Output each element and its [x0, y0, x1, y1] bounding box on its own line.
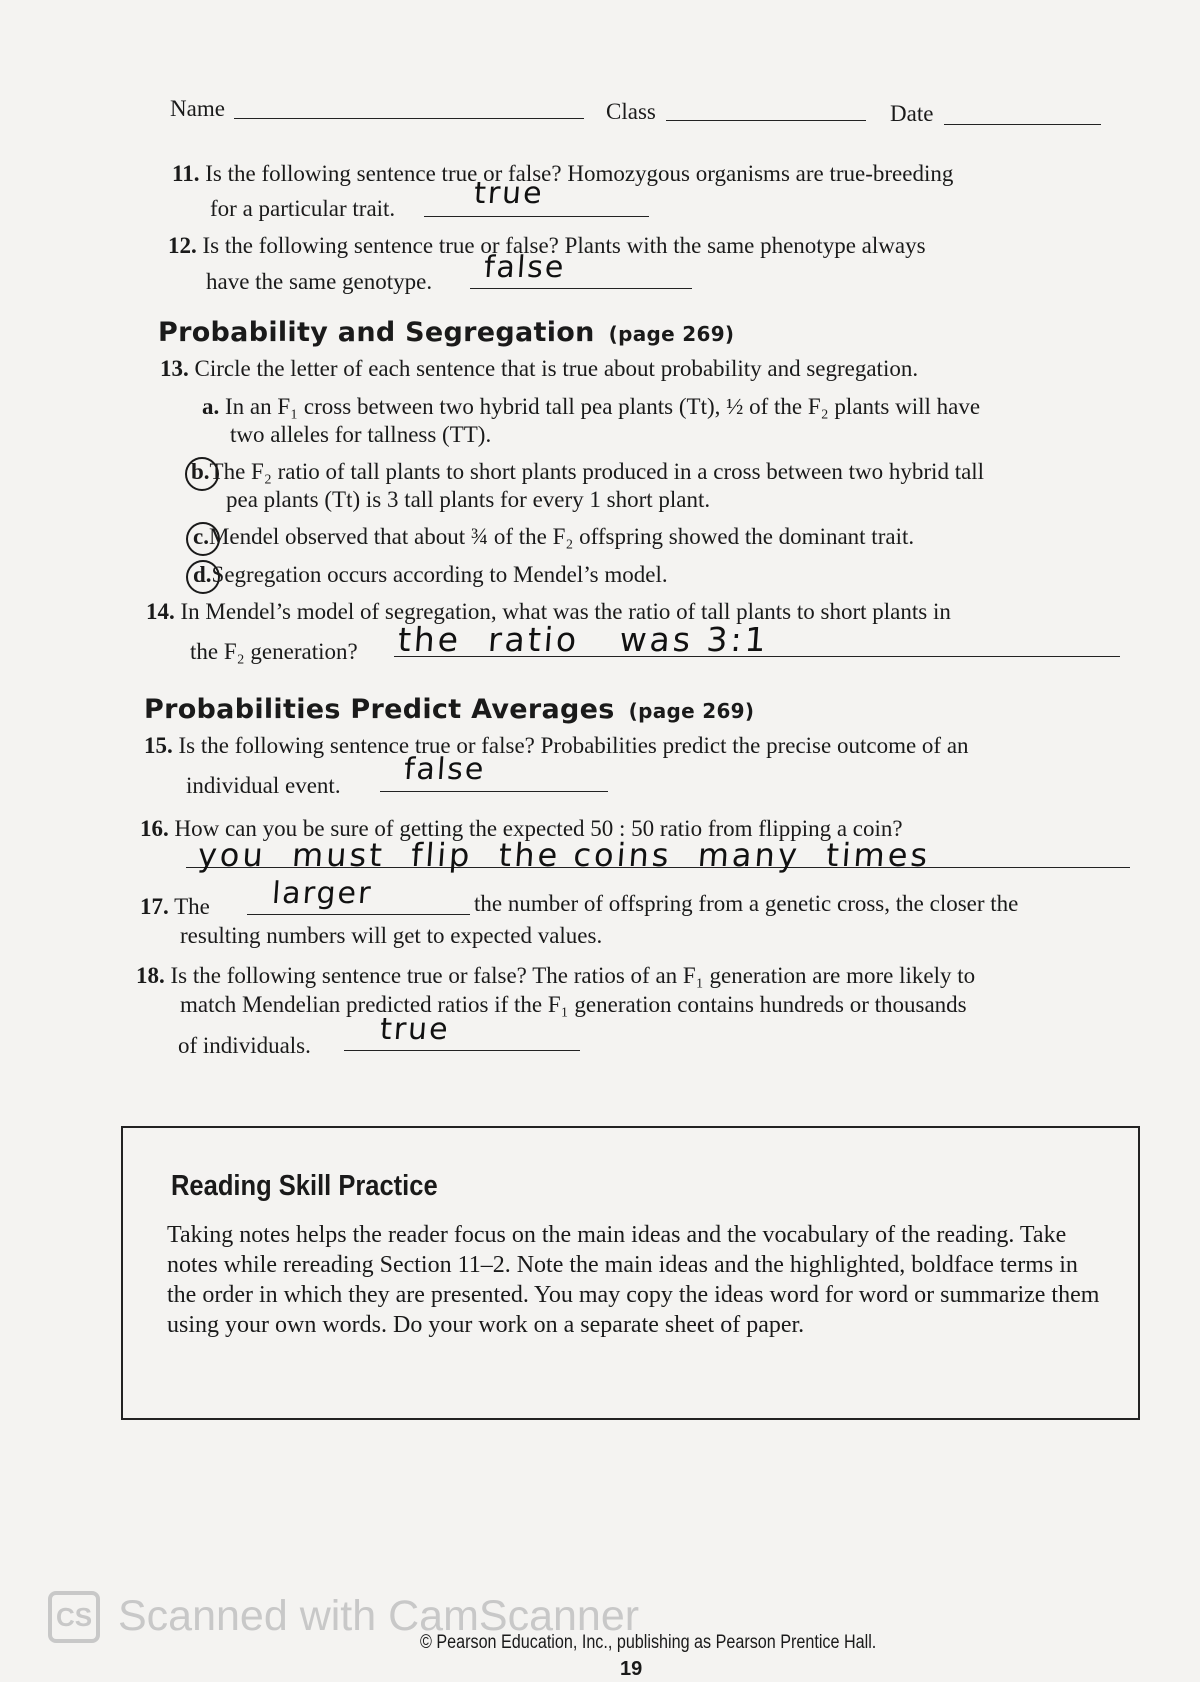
question-text: Is the following sentence true or false? Homozygous organisms are true-breeding [205, 161, 954, 186]
page-number: 19 [620, 1658, 643, 1680]
option-b[interactable] [191, 458, 984, 486]
section-heading [158, 317, 734, 348]
option-text: Segregation occurs according to Mendel’s model. [211, 562, 668, 587]
question-number: 16. [140, 816, 169, 841]
question-number: 12. [168, 233, 197, 258]
question-number: 18. [136, 963, 165, 988]
question-text-line3: of individuals. [178, 1033, 311, 1058]
question-text-line2: have the same genotype. [206, 269, 433, 294]
answer-line[interactable] [424, 216, 649, 217]
option-c[interactable] [193, 523, 914, 551]
question-text-line2: for a particular trait. [210, 196, 396, 221]
option-letter: a. [202, 394, 220, 419]
reading-skill-body: Taking notes helps the reader focus on the main ideas and the vocabulary of the reading. Take notes while rereading Section 11–2. Note the main ideas and the highlighted, boldface terms in the order in which they are presented. You may copy the ideas word for word or summarize them using your own words. Do your work on a separate sheet of paper. [167, 1222, 1100, 1338]
handwritten-answer: false [402, 752, 487, 787]
date-label: Date [890, 101, 934, 126]
question-number: 13. [160, 356, 189, 381]
reading-skill-title: Reading Skill Practice [171, 1170, 438, 1202]
name-field[interactable] [234, 118, 584, 119]
question-text-line2: individual event. [186, 773, 341, 798]
option-letter: d. [193, 562, 212, 587]
question-text-pre: The [174, 894, 210, 919]
section-page-ref: (page 269) [628, 699, 755, 723]
question-text-line2: the F₂ generation? [190, 639, 358, 664]
camscanner-watermark: Scanned with CamScanner [118, 1592, 640, 1640]
answer-line[interactable] [344, 1050, 580, 1051]
handwritten-answer: larger [270, 876, 374, 911]
copyright-footer: © Pearson Education, Inc., publishing as Pearson Prentice Hall. [420, 1632, 877, 1653]
option-a[interactable] [202, 393, 980, 421]
question-text: Is the following sentence true or false? The ratios of an F₁ generation are more likely to [170, 963, 976, 988]
answer-line[interactable] [247, 914, 470, 915]
handwritten-answer: the ratio was 3:1 [396, 620, 771, 659]
section-heading [144, 694, 754, 725]
handwritten-answer: true [378, 1012, 451, 1047]
answer-line[interactable] [470, 288, 692, 289]
question-number: 17. [140, 894, 169, 919]
option-letter: c. [193, 524, 209, 549]
question-text: In Mendel’s model of segregation, what was the ratio of tall plants to short plants in [180, 599, 951, 624]
date-field[interactable] [944, 124, 1101, 125]
handwritten-answer: true [472, 176, 545, 211]
question-text-post: the number of offspring from a genetic cross, the closer the [474, 891, 1019, 916]
question-text-line2: match Mendelian predicted ratios if the F₁ generation contains hundreds or thousands [180, 992, 967, 1017]
answer-line[interactable] [380, 791, 608, 792]
question-text: How can you be sure of getting the expected 50 : 50 ratio from flipping a coin? [174, 816, 903, 841]
question-text-line2: resulting numbers will get to expected values. [180, 923, 603, 948]
section-page-ref: (page 269) [608, 322, 735, 346]
question-text: Is the following sentence true or false? Plants with the same phenotype always [202, 233, 926, 258]
option-d[interactable] [193, 561, 668, 589]
question-text: Circle the letter of each sentence that is true about probability and segregation. [194, 356, 919, 381]
question-number: 11. [172, 161, 200, 186]
option-text: Mendel observed that about ¾ of the F₂ offspring showed the dominant trait. [208, 524, 915, 549]
question-text: Is the following sentence true or false? Probabilities predict the precise outcome of an [178, 733, 969, 758]
option-a-line2: two alleles for tallness (TT). [230, 422, 492, 447]
option-text: In an F₁ cross between two hybrid tall pea plants (Tt), ½ of the F₂ plants will have [225, 394, 981, 419]
option-letter: b. [191, 459, 210, 484]
section-title: Probabilities Predict Averages [144, 694, 615, 725]
question-number: 15. [144, 733, 173, 758]
handwritten-answer: false [482, 250, 567, 285]
name-label: Name [170, 96, 225, 121]
option-text: The F₂ ratio of tall plants to short plants produced in a cross between two hybrid tall [209, 459, 985, 484]
class-label: Class [606, 99, 656, 124]
handwritten-answer: you must flip the coins many times [196, 836, 932, 874]
camscanner-logo: CS [48, 1591, 100, 1643]
reading-skill-box [121, 1126, 1140, 1420]
option-b-line2: pea plants (Tt) is 3 tall plants for every 1 short plant. [226, 487, 711, 512]
class-field[interactable] [666, 120, 866, 121]
section-title: Probability and Segregation [158, 317, 595, 348]
question-number: 14. [146, 599, 175, 624]
